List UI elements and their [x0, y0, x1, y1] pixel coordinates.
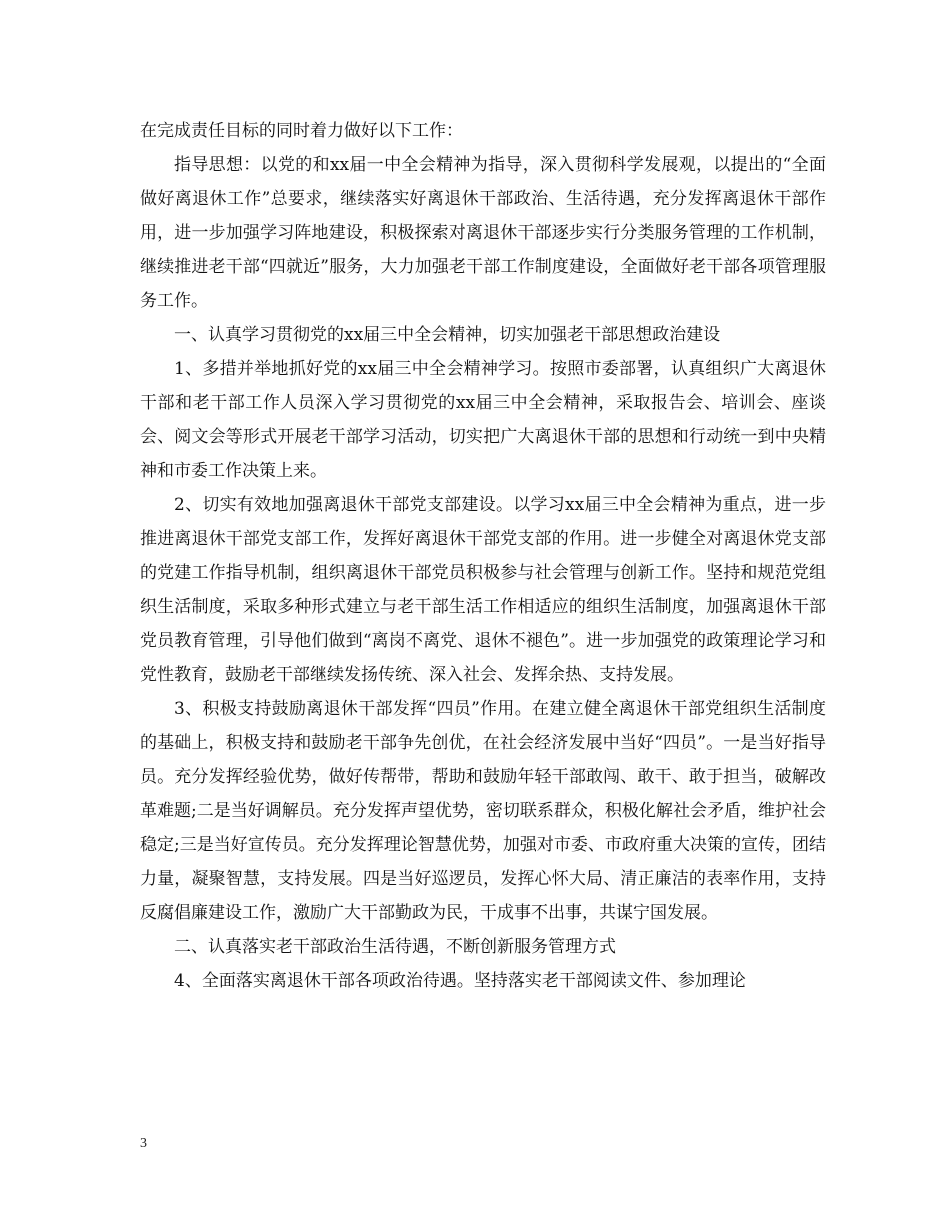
section-heading-2: 二、认真落实老干部政治生活待遇，不断创新服务管理方式 — [174, 937, 616, 957]
paragraph-item-4: 4、全面落实离退休干部各项政治待遇。坚持落实老干部阅读文件、参加理论 — [174, 971, 746, 991]
paragraph-item-1: 1、多措并举地抓好党的xx届三中全会精神学习。按照市委部署，认真组织广大离退休干部和老干部工作人员深入学习贯彻党的xx届三中全会精神，采取报告会、培训会、座谈会、阅文会等形式开展老干部学习活动，切实把广大离退休干部的思想和行动统一到中央精神和市委工作决策上来。 — [140, 359, 826, 481]
page-number: 3 — [140, 1136, 147, 1151]
document-body — [140, 114, 826, 998]
paragraph-guiding-thought: 指导思想：以党的和xx届一中全会精神为指导，深入贯彻科学发展观，以提出的“全面做好离退休工作”总要求，继续落实好离退休干部政治、生活待遇，充分发挥离退休干部作用，进一步加强学习阵地建设，积极探索对离退休干部逐步实行分类服务管理的工作机制，继续推进老干部“四就近”服务，大力加强老干部工作制度建设，全面做好老干部各项管理服务工作。 — [140, 155, 826, 311]
paragraph-item-3: 3、积极支持鼓励离退休干部发挥“四员”作用。在建立健全离退休干部党组织生活制度的基础上，积极支持和鼓励老干部争先创优，在社会经济发展中当好“四员”。一是当好指导员。充分发挥经验优势，做好传帮带，帮助和鼓励年轻干部敢闯、敢干、敢于担当，破解改革难题;二是当好调解员。充分发挥声望优势，密切联系群众，积极化解社会矛盾，维护社会稳定;三是当好宣传员。充分发挥理论智慧优势，加强对市委、市政府重大决策的宣传，团结力量，凝聚智慧，支持发展。四是当好巡逻员，发挥心怀大局、清正廉洁的表率作用，支持反腐倡廉建设工作，激励广大干部勤政为民，干成事不出事，共谋宁国发展。 — [140, 699, 826, 923]
paragraph-intro: 在完成责任目标的同时着力做好以下工作： — [140, 121, 463, 141]
section-heading-1: 一、认真学习贯彻党的xx届三中全会精神，切实加强老干部思想政治建设 — [174, 325, 721, 345]
paragraph-item-2: 2、切实有效地加强离退休干部党支部建设。以学习xx届三中全会精神为重点，进一步推进离退休干部党支部工作，发挥好离退休干部党支部的作用。进一步健全对离退休党支部的党建工作指导机制，组织离退休干部党员积极参与社会管理与创新工作。坚持和规范党组织生活制度，采取多种形式建立与老干部生活工作相适应的组织生活制度，加强离退休干部党员教育管理，引导他们做到“离岗不离党、退休不褪色”。进一步加强党的政策理论学习和党性教育，鼓励老干部继续发扬传统、深入社会、发挥余热、支持发展。 — [140, 495, 826, 685]
